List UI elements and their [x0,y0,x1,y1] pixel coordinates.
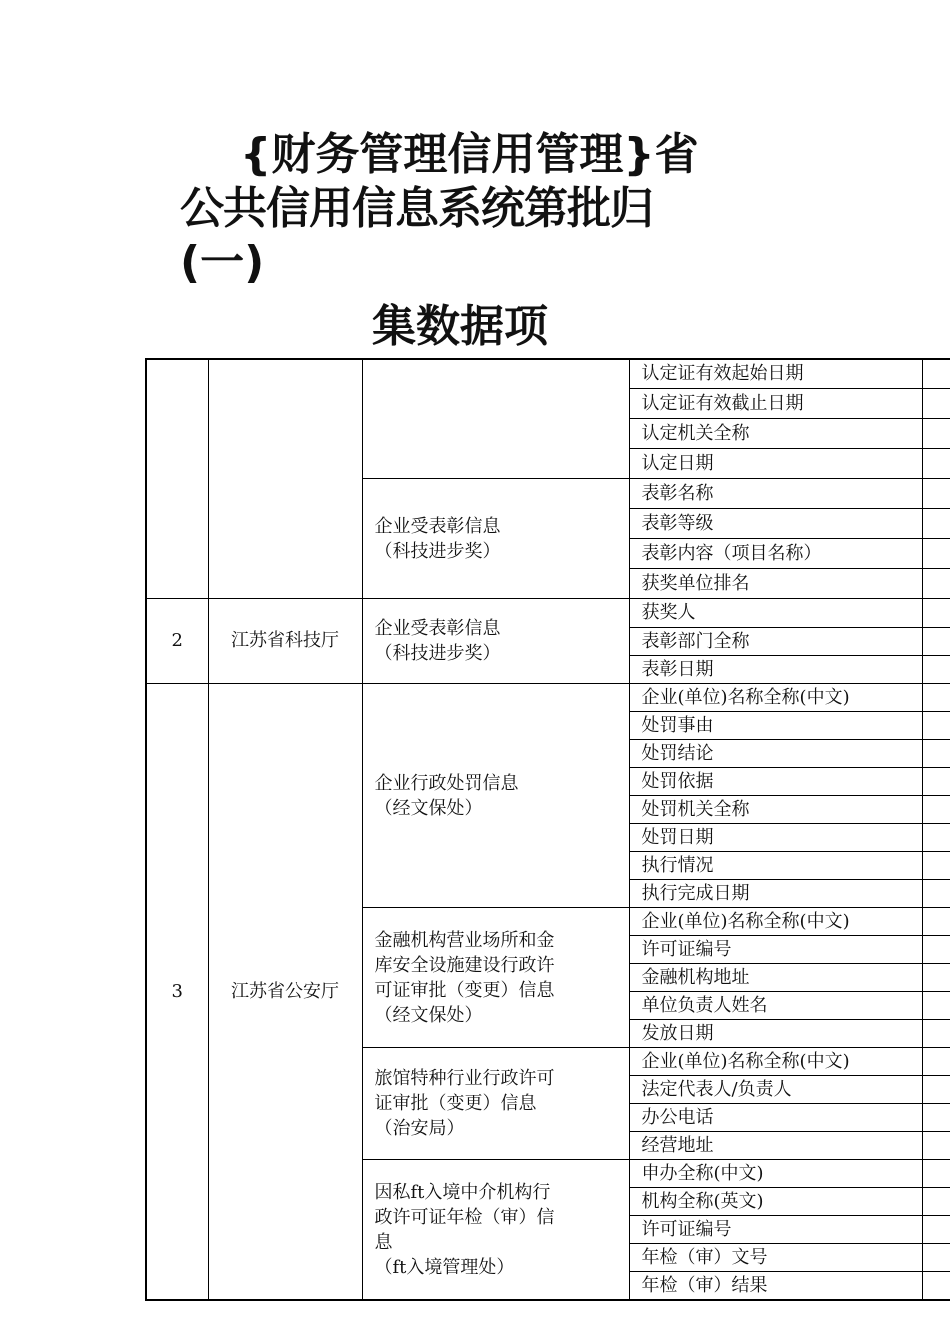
organization-cell: 江苏省科技厅 [208,599,362,684]
category-name-line: 企业受表彰信息 [374,618,501,639]
empty-cell [922,824,950,852]
field-name-cell: 发放日期 [629,1020,922,1048]
empty-cell [922,1216,950,1244]
field-name-cell: 申办全称(中文) [629,1160,922,1188]
category-cell [362,1160,629,1301]
title-line-2: 公共信用信息系统第批归 [180,183,653,234]
empty-cell [922,1048,950,1076]
table-row [146,684,950,712]
field-name-cell: 处罚依据 [629,768,922,796]
field-name-cell: 表彰内容（项目名称） [629,539,922,569]
category-name-line: 息 [374,1231,393,1253]
category-name-line: 企业行政处罚信息 [374,772,519,794]
field-name-cell: 认定机关全称 [629,419,922,449]
field-name-cell: 单位负责人姓名 [629,992,922,1020]
empty-cell [922,1244,950,1272]
empty-cell [922,712,950,740]
field-name-cell: 办公电话 [629,1104,922,1132]
row-number-cell: 3 [146,684,208,1301]
field-name-cell: 表彰日期 [629,656,922,684]
empty-cell [922,684,950,712]
organization-cell [208,359,362,599]
category-cell [362,1048,629,1160]
category-name-line: （科技进步奖） [374,540,501,562]
field-name-cell: 认定日期 [629,449,922,479]
category-name-line: （经文保处） [374,797,483,819]
empty-cell [922,1272,950,1301]
document-title [180,128,740,290]
category-cell [362,684,629,908]
empty-cell [922,1020,950,1048]
field-name-cell: 机构全称(英文) [629,1188,922,1216]
empty-cell [922,389,950,419]
category-name-line: 企业受表彰信息 [374,515,501,537]
empty-cell [922,1188,950,1216]
category-cell [362,359,629,479]
empty-cell [922,599,950,628]
empty-cell [922,656,950,684]
field-name-cell: 表彰部门全称 [629,628,922,656]
empty-cell [922,359,950,389]
field-name-cell: 表彰名称 [629,479,922,509]
category-name-line: （科技进步奖） [374,643,501,664]
field-name-cell: 认定证有效起始日期 [629,359,922,389]
empty-cell [922,509,950,539]
category-cell [362,479,629,599]
empty-cell [922,852,950,880]
category-name-line: 政许可证年检（审）信 [374,1206,555,1228]
empty-cell [922,740,950,768]
empty-cell [922,1160,950,1188]
empty-cell [922,569,950,599]
category-name-line: 因私ft入境中介机构行 [374,1181,551,1203]
field-name-cell: 处罚结论 [629,740,922,768]
empty-cell [922,880,950,908]
field-name-cell: 处罚日期 [629,824,922,852]
category-name-line: 旅馆特种行业行政许可 [374,1068,555,1089]
category-name-line: 可证审批（变更）信息 [374,979,555,1001]
empty-cell [922,908,950,936]
category-name-line: 证审批（变更）信息 [374,1093,537,1114]
field-name-cell: 年检（审）结果 [629,1272,922,1301]
empty-cell [922,1104,950,1132]
empty-cell [922,768,950,796]
empty-cell [922,449,950,479]
empty-cell [922,539,950,569]
row-number-cell [146,359,208,599]
empty-cell [922,1076,950,1104]
field-name-cell: 认定证有效截止日期 [629,389,922,419]
row-number-cell: 2 [146,599,208,684]
category-name-line: 金融机构营业场所和金 [374,929,555,951]
empty-cell [922,628,950,656]
empty-cell [922,936,950,964]
field-name-cell: 年检（审）文号 [629,1244,922,1272]
table-row [146,359,950,389]
organization-cell: 江苏省公安厅 [208,684,362,1301]
data-items-table [145,358,950,1301]
field-name-cell: 许可证编号 [629,1216,922,1244]
field-name-cell: 金融机构地址 [629,964,922,992]
empty-cell [922,992,950,1020]
field-name-cell: 经营地址 [629,1132,922,1160]
field-name-cell: 企业(单位)名称全称(中文) [629,1048,922,1076]
field-name-cell: 获奖单位排名 [629,569,922,599]
empty-cell [922,796,950,824]
field-name-cell: 表彰等级 [629,509,922,539]
field-name-cell: 法定代表人/负责人 [629,1076,922,1104]
table-row [146,599,950,628]
title-line-4: 集数据项 [372,301,548,352]
empty-cell [922,419,950,449]
empty-cell [922,964,950,992]
field-name-cell: 处罚事由 [629,712,922,740]
category-name-line: （治安局） [374,1118,465,1139]
field-name-cell: 企业(单位)名称全称(中文) [629,908,922,936]
empty-cell [922,1132,950,1160]
field-name-cell: 执行情况 [629,852,922,880]
category-name-line: （经文保处） [374,1004,483,1026]
title-line-3: (一) [180,237,265,288]
empty-cell [922,479,950,509]
category-cell [362,599,629,684]
category-cell [362,908,629,1048]
field-name-cell: 获奖人 [629,599,922,628]
field-name-cell: 企业(单位)名称全称(中文) [629,684,922,712]
category-name-line: 库安全设施建设行政许 [374,954,555,976]
field-name-cell: 执行完成日期 [629,880,922,908]
field-name-cell: 处罚机关全称 [629,796,922,824]
category-name-line: （ft入境管理处） [374,1256,515,1278]
field-name-cell: 许可证编号 [629,936,922,964]
title-line-1: {财务管理信用管理}省 [240,129,699,180]
